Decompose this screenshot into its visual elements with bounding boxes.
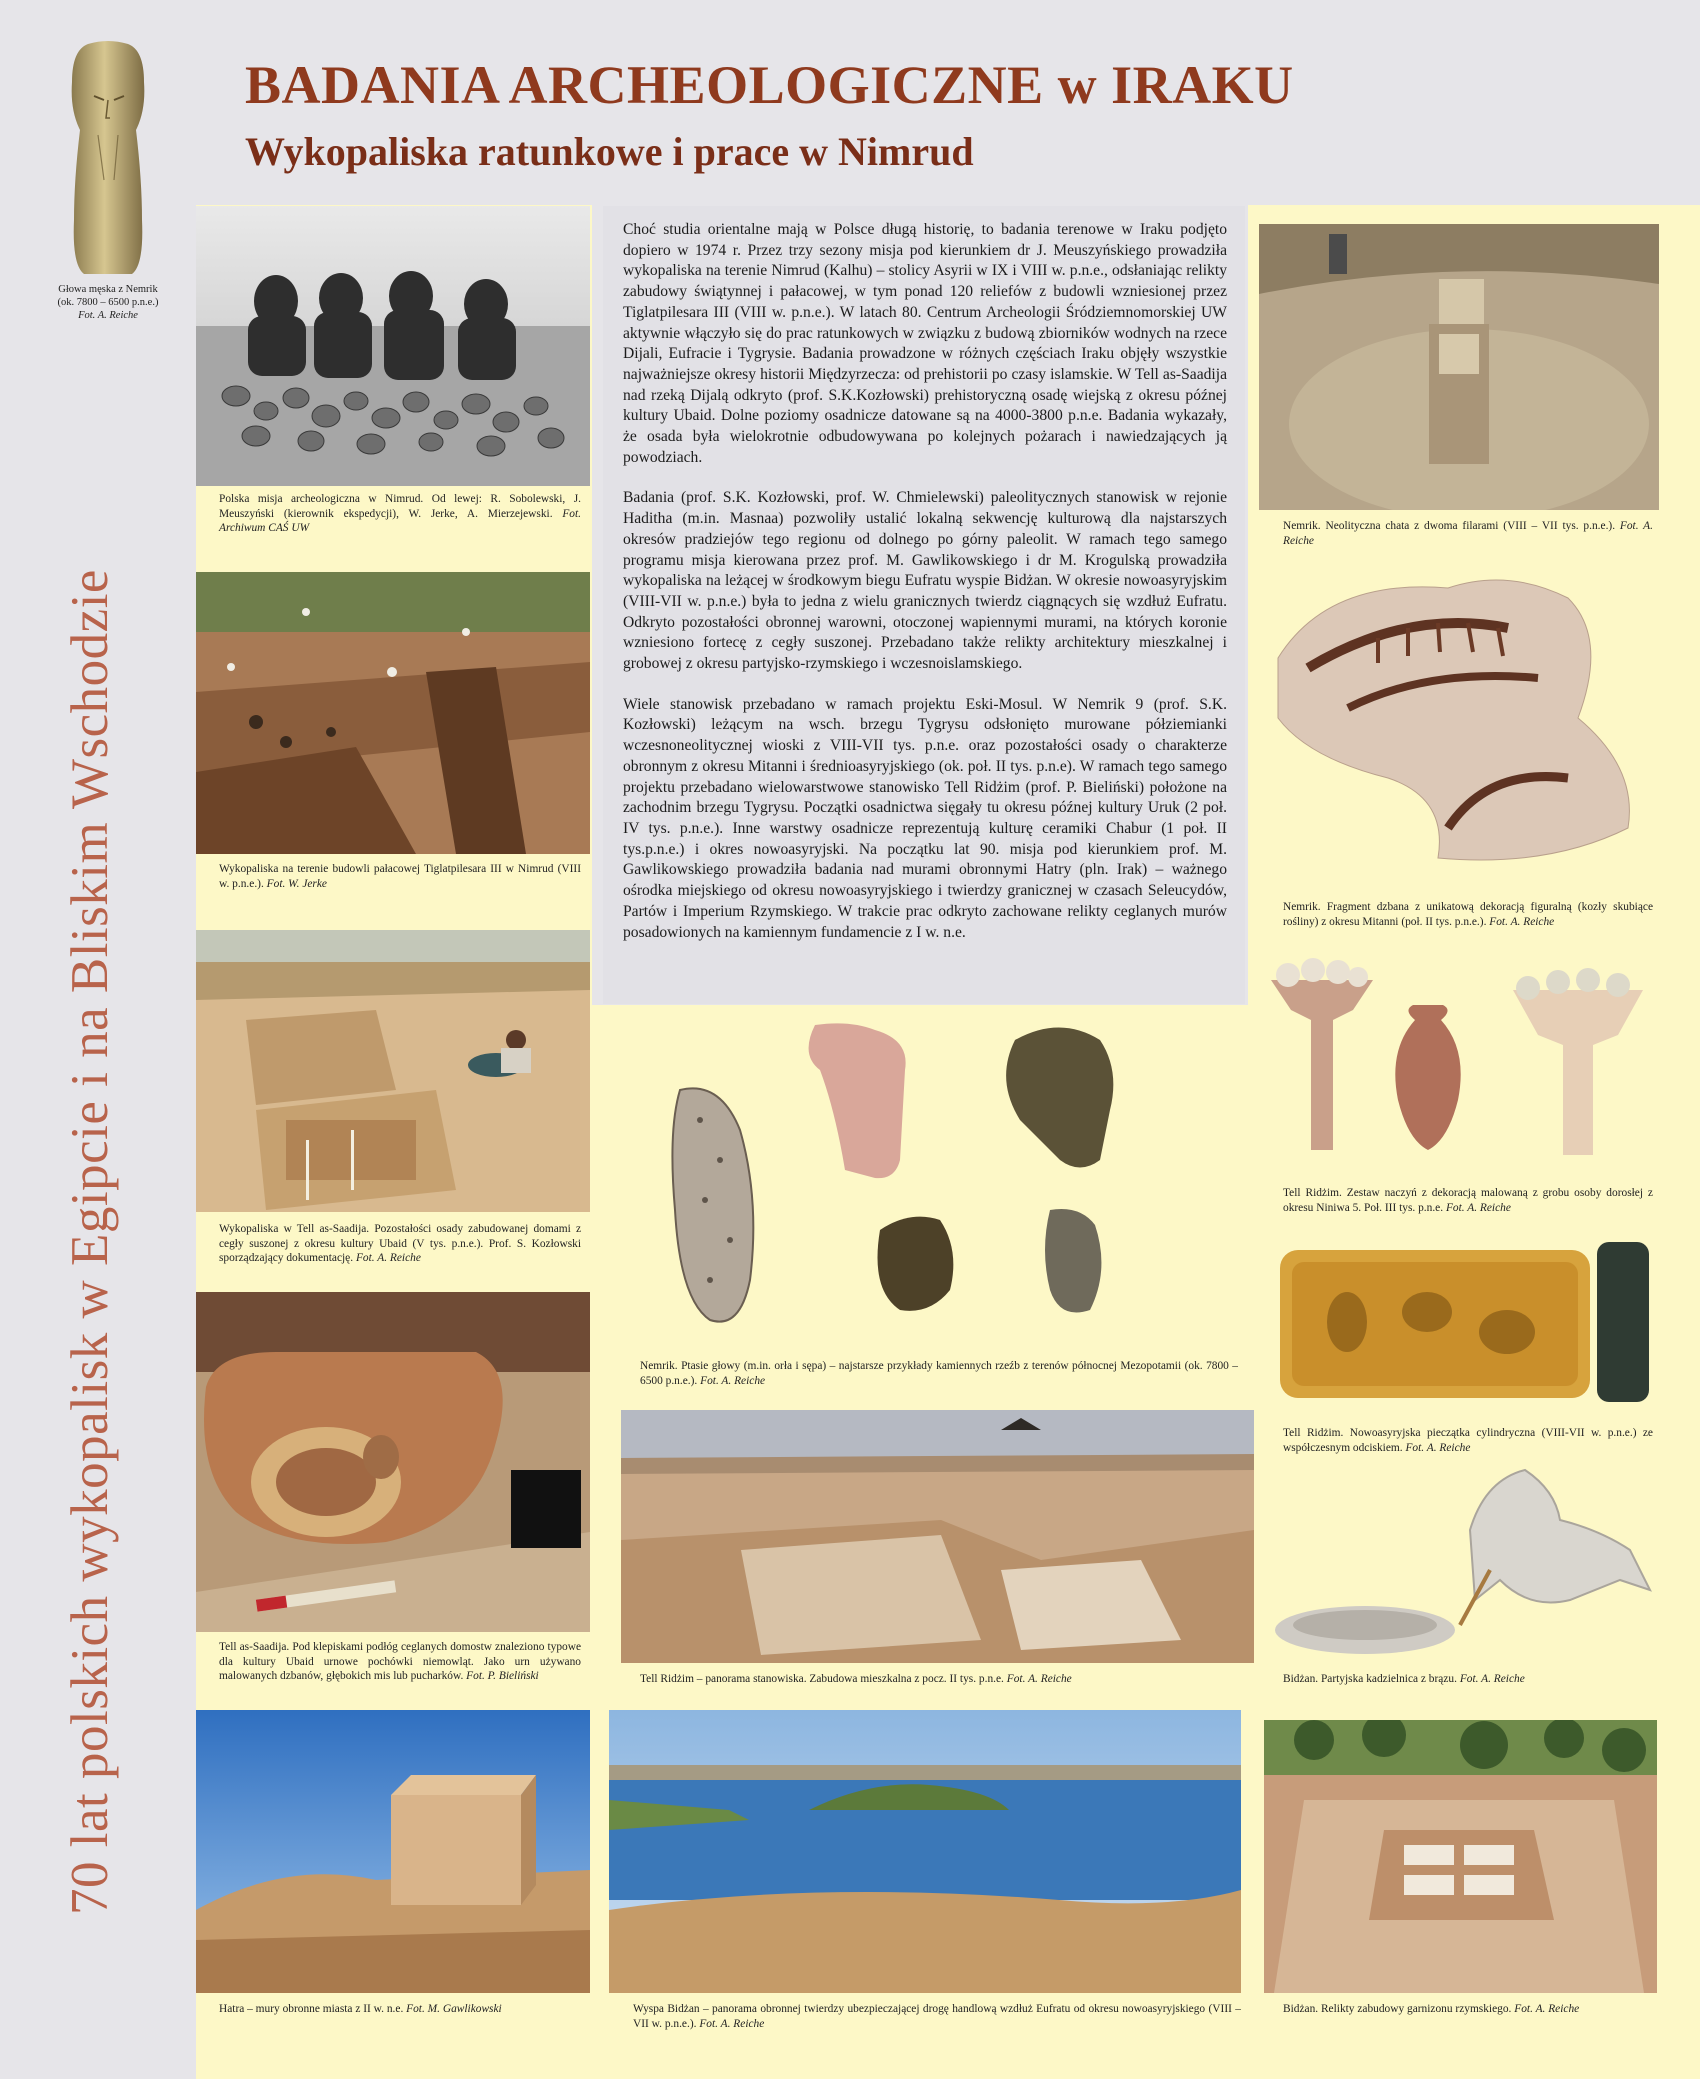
- caption-burial-text: Tell as-Saadija. Pod klepiskami podłóg ceglanych domostw znaleziono typowe dla kultury Ubaid urnowe pochówki niemowląt. Jako urn używano malowanych dzbanów, głębokich mis lub pucharków.: [219, 1641, 581, 1682]
- caption-palace: [219, 862, 581, 891]
- paragraph-2: Badania (prof. S.K. Kozłowski, prof. W. Chmielewski) paleolitycznych stanowisk w rejonie Haditha (m.in. Masnaa) pozwoliły ustalić lokalną sekwencję kulturową dla najstarszych okresów pradziejów tego regionu od dolnego po górny paleolit. W ramach tego samego programu misja kierowana przez prof. M. Gawlikowskiego i dr M. Krogulską prowadziła wykopaliska na leżącej w środkowym biegu Eufratu wyspie Bidżan. W okresie nowoasyryjskim (VIII-VII w. p.n.e.) była to jedna z wielu granicznych twierdz ciągnących się wzdłuż Eufratu. Odkryto pozostałości obronnej warowni, otoczonej wapiennymi murami, na których koronie wzniesiono fortecę z cegły suszonej. Przebadano także relikty architektury mieszkalnej i grobowej z okresu partyjsko-rzymskiego i wczesnoislamskiego.: [623, 489, 1227, 673]
- caption-censer: [1283, 1672, 1653, 1687]
- caption-burial-credit: Fot. P. Bieliński: [466, 1670, 539, 1682]
- caption-jug: [1283, 900, 1653, 929]
- paragraph-3: Wiele stanowisk przebadano w ramach projektu Eski-Mosul. W Nemrik 9 (prof. S.K. Kozłowski) leżącym na wsch. brzegu Tygrysu odsłonięto murowane półziemianki wczesnoneolitycznej wioski z VIII-VII tys. p.n.e. oraz pozostałości osady o charakterze obronnym z okresu Mitanni i średnioasyryjskiego (ok. poł. II tys. p.n.e). W ramach tego samego projektu przebadano wielowarstwowe stanowisko Tell Ridżim (prof. P. Bieliński) położone na zachodnim brzegu Tygrysu. Początki osadnictwa sięgały tu okresu późnej kultury Uruk (2 poł. IV tys. p.n.e.). Inne warstwy osadnicze reprezentują kulturę ceramiki Chabur (1 poł. II tys.p.n.e.) i okres nowoasyryjski. Na początku lat 90. misja pod kierunkiem prof. M. Gawlikowskiego prowadziła badania nad murami obronnymi Hatry (pln. Irak) – ważnego ośrodka miejskiego od okresu nowoasyryjskiego i twierdzy granicznej w czasach Seleucydów, Partów i Imperium Rzymskiego. W trakcie prac odkryto zachowane relikty ceglanych murów posadowionych na kamiennym fundamencie z I w. n.e.: [623, 695, 1227, 941]
- caption-birds: [640, 1359, 1238, 1388]
- caption-nemrik-hut-credit: Fot. A. Reiche: [1283, 520, 1653, 547]
- caption-garrison: [1283, 2002, 1653, 2017]
- caption-censer-credit: Fot. A. Reiche: [1459, 1673, 1525, 1685]
- caption-seal-text: Tell Ridżim. Nowoasyryjska pieczątka cylindryczna (VIII-VII w. p.n.e.) ze współczesnym odciskiem.: [1283, 1427, 1653, 1454]
- caption-censer-text: Bidżan. Partyjska kadzielnica z brązu.: [1283, 1673, 1457, 1685]
- caption-jug-text: Nemrik. Fragment dzbana z unikatową dekoracją figuralną (kozły skubiące rośliny) z okresu Mitanni (poł. II tys. p.n.e.).: [1283, 901, 1653, 928]
- cylinder-seal-photo: [1277, 1242, 1656, 1404]
- bird-heads-photo: [640, 1010, 1240, 1340]
- caption-hatra: [219, 2002, 581, 2017]
- caption-bidzan-island-credit: Fot. A. Reiche: [699, 2017, 765, 2030]
- mission-team-photo: [196, 206, 590, 486]
- caption-birds-text: Nemrik. Ptasie głowy (m.in. orła i sępa) – najstarsze przykłady kamiennych rzeźb z terenów północnej Mezopotamii (ok. 7800 – 6500 p.n.e.).: [640, 1360, 1238, 1387]
- caption-vessels-credit: Fot. A. Reiche: [1445, 1201, 1511, 1214]
- caption-hatra-text: Hatra – mury obronne miasta z II w. n.e.: [219, 2003, 404, 2015]
- painted-jug-fragment-photo: [1268, 568, 1658, 870]
- roman-garrison-photo: [1264, 1720, 1657, 1993]
- page-subtitle: Wykopaliska ratunkowe i prace w Nimrud: [245, 129, 974, 174]
- hatra-walls-photo: [196, 1710, 590, 1993]
- urn-burial-photo: [196, 1292, 590, 1632]
- caption-mission-text: Polska misja archeologiczna w Nimrud. Od lewej: R. Sobolewski, J. Meuszyński (kierownik ekspedycji), W. Jerke, A. Mierzejewski.: [219, 493, 581, 520]
- statue-caption: [26, 283, 190, 322]
- caption-saadija-credit: Fot. A. Reiche: [355, 1252, 421, 1264]
- caption-nemrik-hut: [1283, 519, 1653, 548]
- statue-caption-line1: Głowa męska z Nemrik: [58, 284, 158, 295]
- page-title: BADANIA ARCHEOLOGICZNE w IRAKU: [245, 55, 1294, 115]
- caption-palace-credit: Fot. W. Jerke: [266, 877, 327, 890]
- caption-birds-credit: Fot. A. Reiche: [700, 1374, 766, 1387]
- caption-ridzim-panorama: [640, 1672, 1240, 1687]
- saadija-excavation-photo: [196, 930, 590, 1212]
- caption-ridzim-panorama-text: Tell Ridżim – panorama stanowiska. Zabudowa mieszkalna z pocz. II tys. p.n.e.: [640, 1673, 1004, 1685]
- caption-mission-credit: Fot. Archiwum CAŚ UW: [219, 507, 581, 534]
- caption-ridzim-panorama-credit: Fot. A. Reiche: [1006, 1673, 1072, 1685]
- statue-caption-credit: Fot. A. Reiche: [78, 310, 138, 321]
- palace-excavation-photo: [196, 572, 590, 854]
- main-text: [603, 206, 1245, 1004]
- caption-garrison-text: Bidżan. Relikty zabudowy garnizonu rzymskiego.: [1283, 2003, 1512, 2015]
- caption-mission: [219, 492, 581, 536]
- caption-hatra-credit: Fot. M. Gawlikowski: [406, 2003, 502, 2015]
- caption-saadija-text: Wykopaliska w Tell as-Saadija. Pozostałości osady zabudowanej domami z cegły suszonej z okresu kultury Ubaid (V tys. p.n.e.). Prof. S. Kozłowski sporządzający dokumentację.: [219, 1223, 581, 1264]
- caption-vessels-text: Tell Ridżim. Zestaw naczyń z dekoracją malowaną z grobu osoby dorosłej z okresu Niniwa 5. Poł. III tys. p.n.e.: [1283, 1187, 1653, 1214]
- caption-nemrik-hut-text: Nemrik. Neolityczna chata z dwoma filarami (VIII – VII tys. p.n.e.).: [1283, 520, 1616, 532]
- bidzan-island-photo: [609, 1710, 1241, 1993]
- caption-bidzan-island-text: Wyspa Bidżan – panorama obronnej twierdzy ubezpieczającej drogę handlową wzdłuż Eufratu od okresu nowoasyryjskiego (VIII – VII w. p.n.e.).: [633, 2003, 1241, 2030]
- caption-burial: [219, 1640, 581, 1684]
- vertical-exhibition-title: 70 lat polskich wykopalisk w Egipcie i na Bliskim Wschodzie: [61, 569, 119, 1915]
- nemrik-hut-photo: [1259, 224, 1659, 510]
- caption-palace-text: Wykopaliska na terenie budowli pałacowej Tiglatpilesara III w Nimrud (VIII w. p.n.e.).: [219, 863, 581, 890]
- caption-seal: [1283, 1426, 1653, 1455]
- statue-head-photo: [58, 40, 158, 277]
- caption-bidzan-island: [633, 2002, 1241, 2031]
- paragraph-1: Choć studia orientalne mają w Polsce długą historię, to badania terenowe w Iraku podjęto dopiero w 1974 r. Przez trzy sezony misja pod kierunkiem dr J. Meuszyńskiego prowadziła wykopaliska na terenie Nimrud (Kalhu) – stolicy Asyrii w IX i VIII w. p.n.e., odsłaniając relikty zabudowy świątynnej i pałacowej, w tym ponad 120 reliefów z budowli wzniesionej przez Tiglatpilesara III (VIII w. p.n.e.). W latach 80. Centrum Archeologii Śródziemnomorskiej UW aktywnie włączyło się do prac ratunkowych w związku z budową zbiorników wodnych na rzece Dijali, Eufracie i Tygrysie. Badania prowadzone w różnych częściach Iraku objęły wszystkie najważniejsze okresy historii Międzyrzecza: od prehistorii po czasy islamskie. W Tell as-Saadija nad rzeką Dijalą odkryto (prof. S.K.Kozłowski) prehistoryczną osadę wiejską z okresu późnej kultury Ubaid. Dolne poziomy osadnicze datowane są na 4000-3800 p.n.e. Badania wykazały, że osada była wielokrotnie odbudowywana po kolejnych pożarach i nawiedzających ją powodziach.: [623, 221, 1227, 466]
- caption-seal-credit: Fot. A. Reiche: [1405, 1441, 1471, 1454]
- painted-vessels-photo: [1263, 950, 1656, 1162]
- tell-ridzim-panorama-photo: [621, 1410, 1254, 1663]
- statue-caption-line2: (ok. 7800 – 6500 p.n.e.): [57, 297, 159, 308]
- bronze-censer-photo: [1270, 1460, 1656, 1662]
- caption-jug-credit: Fot. A. Reiche: [1489, 915, 1555, 928]
- caption-saadija: [219, 1222, 581, 1266]
- caption-garrison-credit: Fot. A. Reiche: [1514, 2003, 1580, 2015]
- caption-vessels: [1283, 1186, 1653, 1215]
